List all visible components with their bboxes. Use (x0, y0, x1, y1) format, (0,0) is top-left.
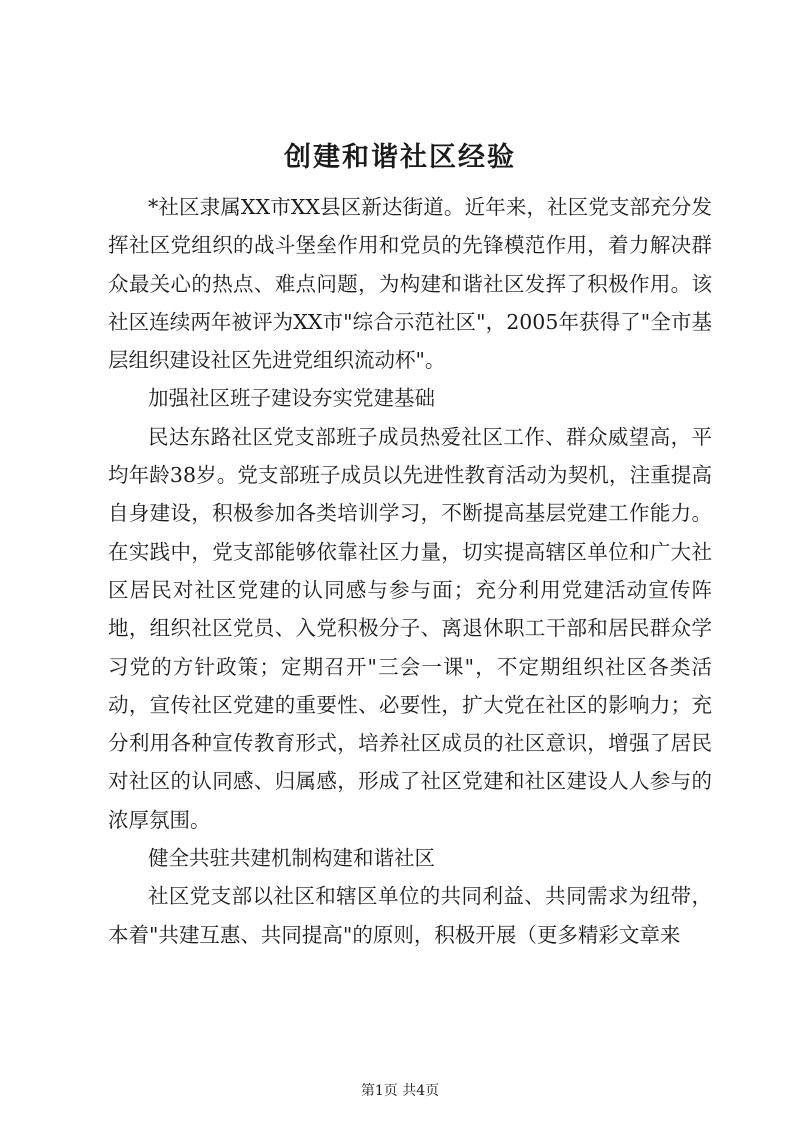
document-body (108, 188, 712, 954)
paragraph-leadership: 民达东路社区党支部班子成员热爱社区工作、群众威望高，平均年龄38岁。党支部班子成员以先进性教育活动为契机，注重提高自身建设，积极参加各类培训学习，不断提高基层党建工作能力。在实践中，党支部能够依靠社区力量，切实提高辖区单位和广大社区居民对社区党建的认同感与参与面；充分利用党建活动宣传阵地，组织社区党员、入党积极分子、离退休职工干部和居民群众学习党的方针政策；定期召开"三会一课"，不定期组织社区各类活动，宣传社区党建的重要性、必要性，扩大党在社区的影响力；充分利用各种宣传教育形式，培养社区成员的社区意识，增强了居民对社区的认同感、归属感，形成了社区党建和社区建设人人参与的浓厚氛围。 (108, 424, 712, 832)
section-heading-cooperation: 健全共驻共建机制构建和谐社区 (148, 846, 435, 871)
page-footer: 第1页 共4页 (360, 1083, 440, 1099)
document-title: 创建和谐社区经验 (284, 142, 516, 173)
paragraph-cooperation: 社区党支部以社区和辖区单位的共同利益、共同需求为纽带，本着"共建互惠、共同提高"的原则，积极开展（更多精彩文章来 (108, 884, 712, 947)
paragraph-intro: *社区隶属XX市XX县区新达街道。近年来，社区党支部充分发挥社区党组织的战斗堡垒作用和党员的先锋模范作用，着力解决群众最关心的热点、难点问题，为构建和谐社区发挥了积极作用。该社区连续两年被评为XX市"综合示范社区"，2005年获得了"全市基层组织建设社区先进党组织流动杯"。 (108, 195, 712, 373)
section-heading-leadership: 加强社区班子建设夯实党建基础 (148, 386, 435, 411)
